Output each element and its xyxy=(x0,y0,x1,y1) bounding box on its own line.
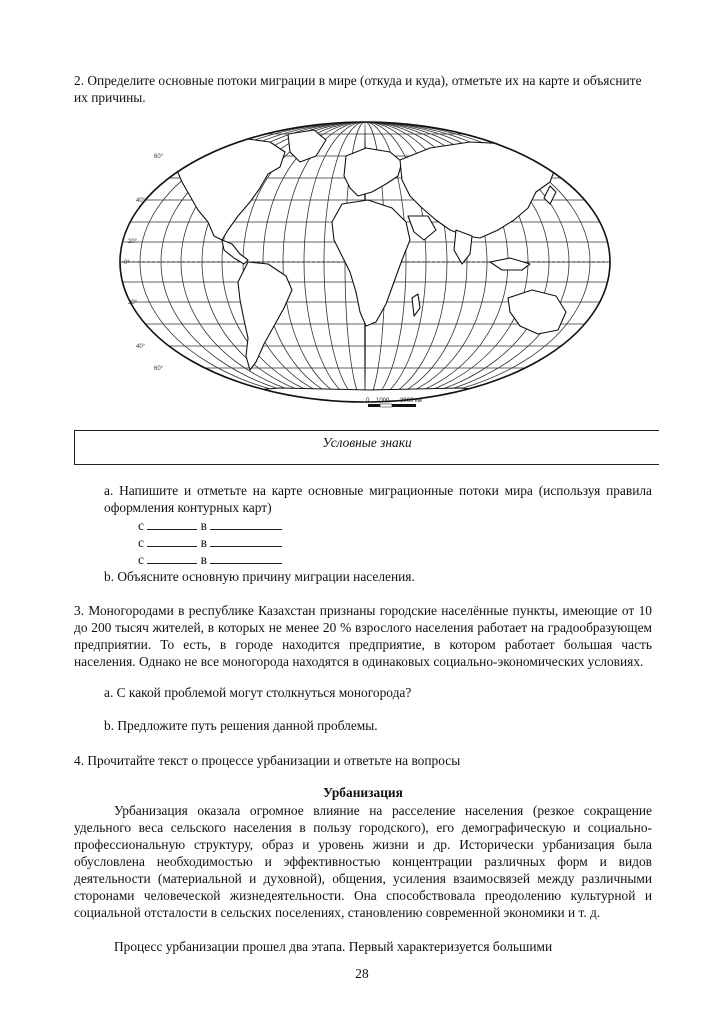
to-blank[interactable] xyxy=(210,551,282,564)
task3-sub-b: b. Предложите путь решения данной проблемы. xyxy=(104,718,378,733)
to-label: в xyxy=(200,552,207,567)
task2-question: 2. Определите основные потоки миграции в мире (откуда и куда), отметьте их на карте и объясните их причины. xyxy=(74,73,642,105)
australia xyxy=(508,290,566,334)
from-blank[interactable] xyxy=(147,551,197,564)
world-map-svg xyxy=(110,112,620,412)
to-blank[interactable] xyxy=(210,534,282,547)
from-blank[interactable] xyxy=(147,534,197,547)
task3-sub-a: a. С какой проблемой могут столкнуться моногорода? xyxy=(104,685,412,700)
task4-question: 4. Прочитайте текст о процессе урбанизации и ответьте на вопросы xyxy=(74,753,461,768)
task4-title: Урбанизация xyxy=(323,785,403,800)
lat-label: 0° xyxy=(124,260,130,266)
task4-paragraph-1: Урбанизация оказала огромное влияние на расселение населения (резкое сокращение удельного веса сельского населения в пользу городского), его демографическую и социально-профессиональную структуру, образ и уровень жизни и др. Исторически урбанизация была обусловлена необходимостью и эффективностью концентрации различных форм и видов деятельности (материальной и духовной), общения, усиления взаимосвязей между различными сторонами человеческой жизнедеятельности. Она способствовала преодолению культурной и социальной отсталости в сельских поселениях, становлению современной экономики и т. д. xyxy=(74,803,652,920)
from-blank[interactable] xyxy=(147,517,197,530)
to-blank[interactable] xyxy=(210,517,282,530)
from-label: с xyxy=(138,552,144,567)
to-label: в xyxy=(200,535,207,550)
japan xyxy=(544,186,556,204)
arabia xyxy=(408,216,436,240)
north-america xyxy=(176,138,285,240)
page-number: 28 xyxy=(355,966,369,981)
lat-label: 40° xyxy=(136,198,146,204)
task2-sub-b: b. Объясните основную причину миграции населения. xyxy=(104,569,415,584)
scale-label: 3000 км xyxy=(400,398,422,404)
indonesia xyxy=(490,258,530,270)
south-america xyxy=(238,262,292,370)
greenland xyxy=(288,130,326,162)
legend-title: Условные знаки xyxy=(322,435,412,450)
india xyxy=(454,230,472,264)
madagascar xyxy=(412,294,420,316)
lat-label: 20° xyxy=(128,239,138,245)
africa xyxy=(332,200,410,326)
lat-label: 60° xyxy=(154,154,164,160)
lat-label: 60° xyxy=(154,366,164,372)
world-contour-map xyxy=(110,112,620,412)
from-label: с xyxy=(138,518,144,533)
from-label: с xyxy=(138,535,144,550)
scale-label: 1000 xyxy=(376,398,390,404)
to-label: в xyxy=(200,518,207,533)
task4-paragraph-2: Процесс урбанизации прошел два этапа. Первый характеризуется большими xyxy=(114,939,553,954)
legend-box xyxy=(74,430,659,465)
fill-row xyxy=(138,517,298,534)
lat-label: 40° xyxy=(136,344,146,350)
task3-text: 3. Моногородами в республике Казахстан признаны городские населённые пункты, имеющие от 10 до 200 тысяч жителей, в которых не менее 20 % взрослого населения работает на градообразующем предприятии. То есть, в городе находится предприятие, в котором работает большая часть населения. Однако не все моногорода находятся в одинаковых социально-экономических условиях. xyxy=(74,603,652,669)
fill-row xyxy=(138,551,298,568)
scale-label: 0 xyxy=(366,398,370,404)
task2-sub-a: a. Напишите и отметьте на карте основные миграционные потоки мира (используя правила оформления контурных карт) xyxy=(104,483,652,515)
lat-label: 20° xyxy=(128,300,138,306)
europe xyxy=(344,148,402,196)
fill-row xyxy=(138,534,298,551)
